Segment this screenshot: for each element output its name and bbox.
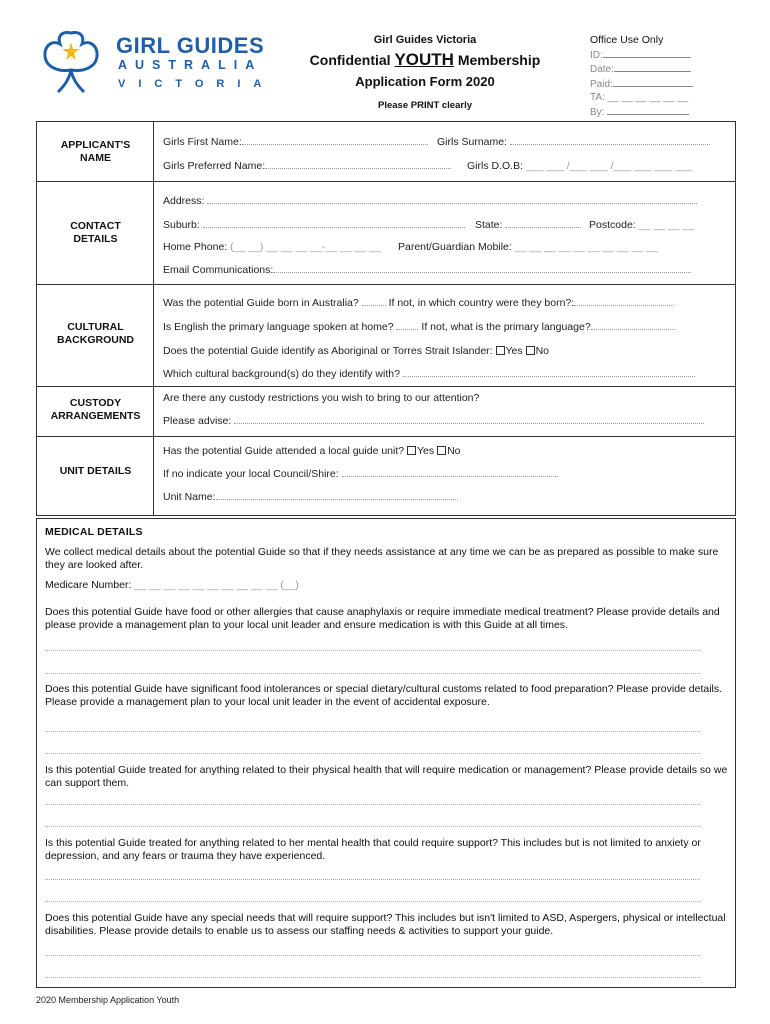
food-intolerance-answer-line-2[interactable] — [45, 753, 700, 754]
attended-unit-no-label: No — [447, 445, 461, 457]
primary-language-question: If not, what is the primary language? — [421, 321, 591, 333]
dob-field[interactable] — [467, 160, 692, 172]
unit-details-section — [37, 436, 735, 516]
office-use-box — [590, 34, 693, 120]
logo-text-victoria: VICTORIA — [118, 78, 275, 90]
home-phone-blanks: (__ __) __ __ __ __-__ __ __ __ — [230, 241, 381, 253]
first-name-field[interactable] — [163, 136, 428, 148]
english-primary-question: Is English the primary language spoken at home? — [163, 321, 394, 333]
postcode-field[interactable] — [589, 219, 694, 231]
address-label: Address: — [163, 195, 205, 207]
office-ta-blanks: __ __ __ __ __ __ — [607, 92, 689, 104]
surname-field[interactable] — [437, 136, 710, 148]
parent-mobile-label: Parent/Guardian Mobile: — [398, 241, 512, 253]
aboriginal-yes-label: Yes — [505, 345, 523, 357]
suburb-field[interactable] — [163, 219, 465, 231]
form-subtitle: Application Form 2020 — [355, 74, 495, 89]
medicare-blanks: __ __ __ __ __ __ __ __ __ __ (__) — [134, 579, 299, 591]
email-field[interactable] — [163, 264, 691, 276]
office-date-field[interactable] — [590, 62, 693, 77]
preferred-name-field[interactable] — [163, 160, 451, 172]
aboriginal-no-checkbox[interactable] — [526, 346, 535, 355]
cultural-identity-field[interactable] — [163, 368, 695, 380]
attended-unit-no-checkbox[interactable] — [437, 446, 446, 455]
aboriginal-tsi-field — [163, 345, 549, 357]
org-name: Girl Guides Victoria — [373, 34, 477, 46]
custody-advise-field[interactable] — [163, 415, 704, 427]
cultural-identity-question: Which cultural background(s) do they identify with? — [163, 368, 400, 380]
medicare-field[interactable] — [45, 579, 729, 592]
custody-advise-label: Please advise: — [163, 415, 232, 427]
title-prefix: Confidential — [309, 52, 395, 68]
trefoil-icon — [40, 30, 102, 96]
applicant-name-label: APPLICANT'S NAME — [37, 122, 154, 181]
born-in-australia-field[interactable] — [163, 297, 674, 309]
office-id-field[interactable] — [590, 48, 693, 63]
attended-unit-yes-label: Yes — [417, 445, 435, 457]
state-field[interactable] — [475, 219, 581, 231]
office-paid-label: Paid: — [590, 78, 613, 90]
attended-unit-question: Has the potential Guide attended a local guide unit? — [163, 445, 405, 457]
custody-label: CUSTODY ARRANGEMENTS — [37, 387, 154, 436]
office-date-label: Date: — [590, 64, 614, 76]
first-name-label: Girls First Name: — [163, 136, 242, 148]
logo-text-australia: AUSTRALIA — [118, 58, 263, 72]
office-ta-field[interactable] — [590, 91, 693, 105]
aboriginal-tsi-question: Does the potential Guide identify as Aboriginal or Torres Strait Islander: — [163, 345, 493, 357]
medical-intro: We collect medical details about the potential Guide so that if they needs assistance at any time we can be as prepared as possible to make sure they are looked after. — [45, 546, 719, 571]
applicant-details-table — [36, 121, 736, 516]
medical-details-box — [36, 518, 736, 988]
birth-country-question: If not, in which country were they born?: — [388, 297, 575, 309]
special-needs-answer-line-2[interactable] — [45, 977, 700, 978]
allergies-question: Does this potential Guide have food or other allergies that cause anaphylaxis or require immediate medical treatment? Please provide details and please provide a management plan to your local unit leader and ensure medication is with this Guide at all times. — [45, 606, 720, 631]
applicant-name-section — [37, 122, 735, 181]
cultural-background-section — [37, 284, 735, 386]
english-primary-field[interactable] — [163, 321, 675, 333]
contact-details-section — [37, 181, 735, 284]
title-youth: YOUTH — [394, 50, 454, 69]
born-in-australia-question: Was the potential Guide born in Australia? — [163, 297, 359, 309]
medicare-label: Medicare Number: — [45, 579, 132, 591]
dob-label: Girls D.O.B: — [467, 160, 524, 172]
logo-text-girl-guides: GIRL GUIDES — [116, 33, 265, 58]
unit-name-field[interactable] — [163, 491, 458, 503]
allergies-answer-line-1[interactable] — [45, 650, 700, 651]
physical-health-answer-line-1[interactable] — [45, 804, 700, 805]
office-use-heading: Office Use Only — [590, 34, 664, 46]
mental-health-answer-line-1[interactable] — [45, 879, 700, 880]
girl-guides-logo — [36, 30, 275, 100]
special-needs-question: Does this potential Guide have any special needs that will require support? This includes but isn't limited to ASD, Aspergers, physical or intellectual disabilities. Please provide details to enable us to assess our staffing needs & activities to support your guide. — [45, 912, 726, 937]
home-phone-field[interactable] — [163, 241, 381, 253]
print-instruction: Please PRINT clearly — [378, 100, 472, 111]
email-label: Email Communications: — [163, 264, 274, 276]
unit-details-label: UNIT DETAILS — [37, 437, 154, 516]
mental-health-question: Is this potential Guide treated for anything related to her mental health that could require support? This includes but is not limited to anxiety or depression, and any fears or trauma they have experienced. — [45, 837, 701, 862]
office-by-label: By: — [590, 106, 605, 118]
title-suffix: Membership — [453, 52, 541, 68]
form-title-block — [290, 34, 560, 111]
postcode-label: Postcode: — [589, 219, 636, 231]
food-intolerance-answer-line-1[interactable] — [45, 731, 700, 732]
office-id-label: ID: — [590, 49, 603, 61]
custody-section — [37, 386, 735, 436]
office-ta-label: TA: — [590, 92, 605, 104]
parent-mobile-field[interactable] — [398, 241, 658, 253]
home-phone-label: Home Phone: — [163, 241, 228, 253]
mental-health-answer-line-2[interactable] — [45, 901, 700, 902]
attended-unit-field — [163, 445, 461, 457]
allergies-answer-line-2[interactable] — [45, 673, 700, 674]
aboriginal-no-label: No — [535, 345, 549, 357]
physical-health-question: Is this potential Guide treated for anything related to their physical health that will require medication or management? Please provide details so we can support them. — [45, 764, 728, 789]
suburb-label: Suburb: — [163, 219, 200, 231]
cultural-background-label: CULTURAL BACKGROUND — [37, 285, 154, 386]
dob-blanks: ___ ___ /___ ___ /___ ___ ___ ___ — [525, 160, 693, 172]
medical-heading: MEDICAL DETAILS — [45, 526, 143, 538]
state-label: State: — [475, 219, 503, 231]
custody-question: Are there any custody restrictions you wish to bring to our attention? — [163, 392, 480, 404]
council-shire-field[interactable] — [163, 468, 558, 480]
physical-health-answer-line-2[interactable] — [45, 826, 700, 827]
surname-label: Girls Surname: — [437, 136, 508, 148]
form-title — [290, 50, 560, 70]
postcode-blanks: __ __ __ __ — [638, 219, 695, 231]
food-intolerance-question: Does this potential Guide have significant food intolerances or special dietary/cultural customs related to food preparation? Please provide details. Please provide a management plan to your local unit leader in the event of accidental exposure. — [45, 683, 723, 708]
special-needs-answer-line-1[interactable] — [45, 955, 700, 956]
contact-details-label: CONTACT DETAILS — [37, 182, 154, 284]
address-field[interactable] — [163, 195, 697, 207]
preferred-name-label: Girls Preferred Name: — [163, 160, 266, 172]
attended-unit-yes-checkbox[interactable] — [407, 446, 416, 455]
parent-mobile-blanks: __ __ __ __ __ __ __ __ __ __ — [514, 241, 658, 253]
page-footer: 2020 Membership Application Youth — [36, 995, 180, 1005]
aboriginal-yes-checkbox[interactable] — [496, 346, 505, 355]
office-by-field[interactable] — [590, 105, 693, 120]
council-shire-label: If no indicate your local Council/Shire: — [163, 468, 339, 480]
unit-name-label: Unit Name: — [163, 491, 216, 503]
office-paid-field[interactable] — [590, 77, 693, 92]
